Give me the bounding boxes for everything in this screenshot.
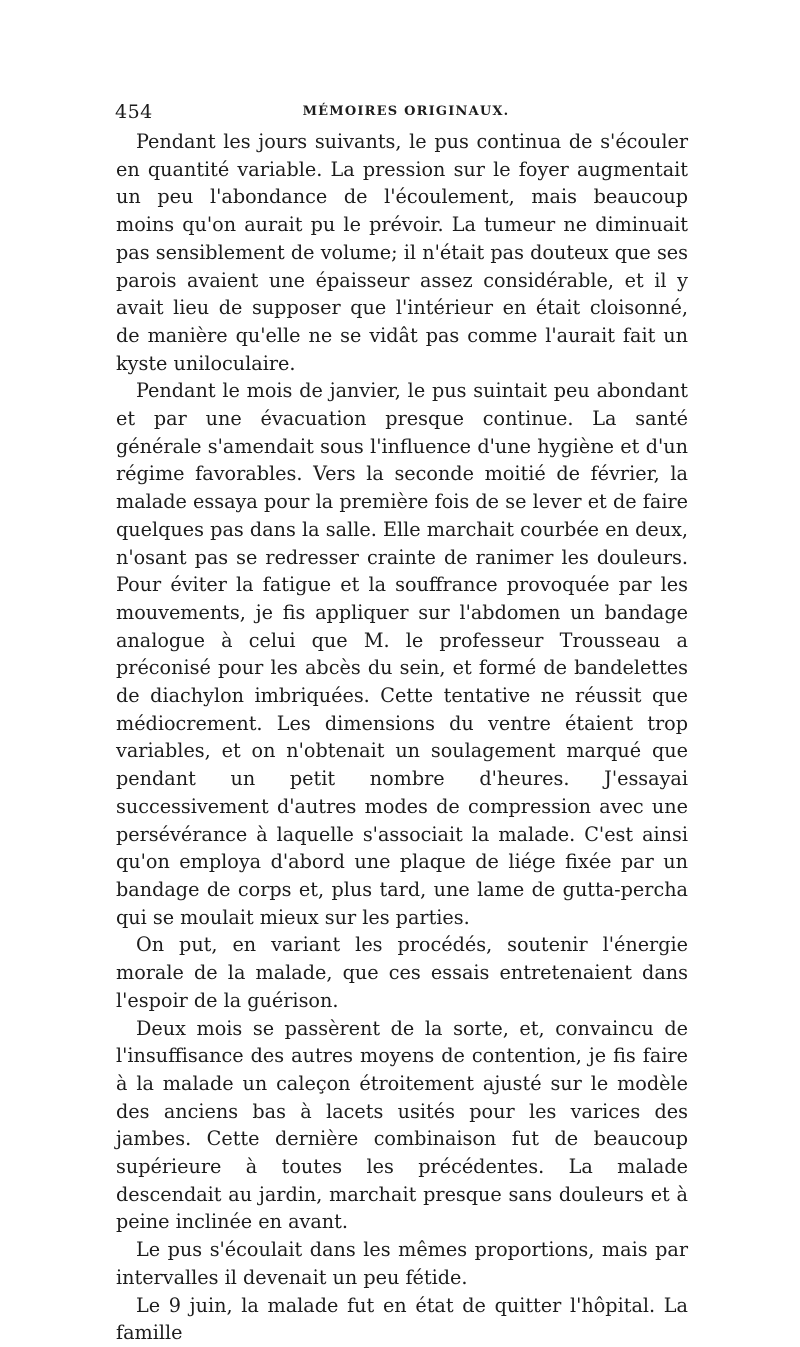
running-title: MÉMOIRES ORIGINAUX. (302, 104, 510, 119)
running-head (115, 100, 687, 124)
paragraph-6: Le 9 juin, la malade fut en état de quitter l'hôpital. La famille (116, 1293, 688, 1345)
paragraph-1: Pendant les jours suivants, le pus continua de s'écouler en quantité variable. La pression sur le foyer augmentait un peu l'abondance de l'écoulement, mais beaucoup moins qu'on aurait pu le prévoir. La tumeur ne diminuait pas sensiblement de volume; il n'était pas douteux que ses parois avaient une épaisseur assez considérable, et il y avait lieu de supposer que l'intérieur en était cloisonné, de manière qu'elle ne se vidât pas comme l'aurait fait un kyste uniloculaire. (116, 130, 688, 375)
paragraph-2: Pendant le mois de janvier, le pus suintait peu abondant et par une évacuation presque continue. La santé générale s'amendait sous l'influence d'une hygiène et d'un régime favorables. Vers la seconde moitié de février, la malade essaya pour la première fois de se lever et de faire quelques pas dans la salle. Elle marchait courbée en deux, n'osant pas se redresser crainte de ranimer les douleurs. Pour éviter la fatigue et la souffrance provoquée par les mouvements, je fis appliquer sur l'abdomen un bandage analogue à celui que M. le professeur Trousseau a préconisé pour les abcès du sein, et formé de bandelettes de diachylon imbriquées. Cette tentative ne réussit que médiocrement. Les dimensions du ventre étaient trop variables, et on n'obtenait un soulagement marqué que pendant un petit nombre d'heures. J'essayai successivement d'autres modes de compression avec une persévérance à laquelle s'associait la malade. C'est ainsi qu'on employa d'abord une plaque de liége fixée par un bandage de corps et, plus tard, une lame de gutta-percha qui se moulait mieux sur les parties. (116, 379, 688, 929)
page-number: 454 (115, 101, 153, 123)
paragraph-3: On put, en variant les procédés, soutenir l'énergie morale de la malade, que ces essais entretenaient dans l'espoir de la guérison. (116, 933, 688, 1012)
paragraph-4: Deux mois se passèrent de la sorte, et, convaincu de l'insuffisance des autres moyens de contention, je fis faire à la malade un caleçon étroitement ajusté sur le modèle des anciens bas à lacets usités pour les varices des jambes. Cette dernière combinaison fut de beaucoup supérieure à toutes les précédentes. La malade descendait au jardin, marchait presque sans douleurs et à peine inclinée en avant. (116, 1016, 688, 1234)
paragraph-5: Le pus s'écoulait dans les mêmes proportions, mais par intervalles il devenait un peu fétide. (116, 1238, 688, 1289)
body-text (116, 128, 688, 1347)
